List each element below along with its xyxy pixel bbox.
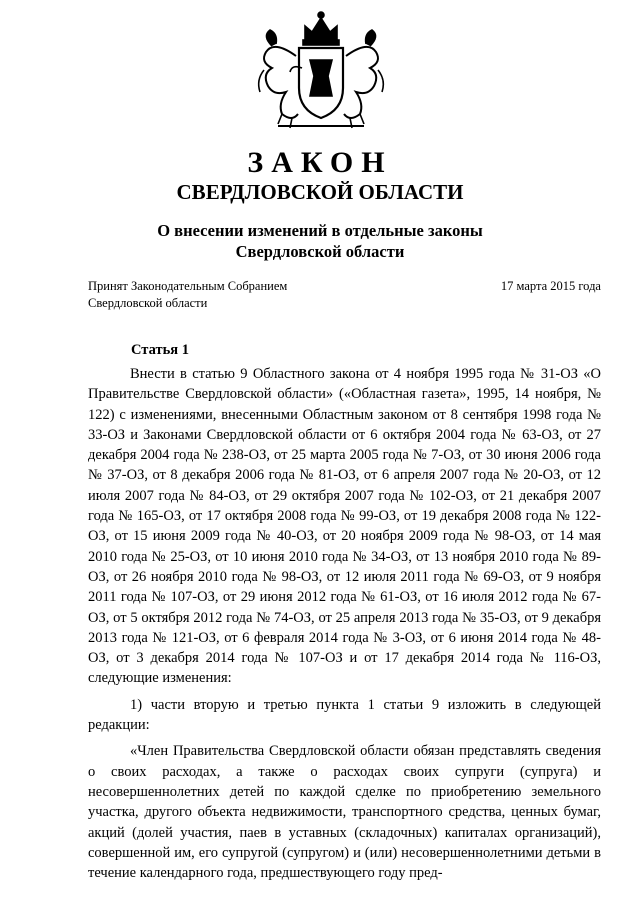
law-word-title: ЗАКОН bbox=[247, 146, 393, 179]
coat-of-arms-icon bbox=[252, 10, 390, 132]
region-title: СВЕРДЛОВСКОЙ ОБЛАСТИ bbox=[176, 180, 464, 204]
article-body bbox=[88, 364, 601, 889]
adoption-line-2: Свердловской области bbox=[88, 296, 208, 310]
subject-line-2: Свердловской области bbox=[235, 242, 405, 261]
adoption-body bbox=[88, 278, 287, 312]
adoption-line-1: Принят Законодательным Собранием bbox=[88, 279, 288, 293]
subject-line-1: О внесении изменений в отдельные законы bbox=[157, 221, 483, 240]
adoption-date: 17 марта 2015 года bbox=[500, 279, 601, 293]
article-title: Статья 1 bbox=[131, 342, 189, 358]
paragraph-amendments: Внести в статью 9 Областного закона от 4 ноября 1995 года № 31-ОЗ «О Правительстве Свердловской области» («Областная газета», 1995, 14 ноября, № 122) с изменениями, внесенными Областным законом от 8 сентября 1998 года № 33-ОЗ и Законами Свердловской области от 6 октября 2004 года № 63-ОЗ, от 27 декабря 2004 года № 238-ОЗ, от 25 марта 2005 года № 7-ОЗ, от 30 июня 2006 года № 37-ОЗ, от 8 декабря 2006 года № 81-ОЗ, от 6 апреля 2007 года № 20-ОЗ, от 12 июля 2007 года № 84-ОЗ, от 29 октября 2007 года № 102-ОЗ, от 21 декабря 2007 года № 165-ОЗ, от 17 октября 2008 года № 99-ОЗ, от 19 декабря 2008 года № 122-ОЗ, от 15 июня 2009 года № 40-ОЗ, от 20 ноября 2009 года № 98-ОЗ, от 14 мая 2010 года № 25-ОЗ, от 10 июня 2010 года № 34-ОЗ, от 13 ноября 2010 года № 89-ОЗ, от 26 ноября 2010 года № 98-ОЗ, от 12 июля 2011 года № 69-ОЗ, от 9 ноября 2011 года № 107-ОЗ, от 29 июня 2012 года № 61-ОЗ, от 16 июля 2012 года № 67-ОЗ, от 5 октября 2012 года № 74-ОЗ, от 25 апреля 2013 года № 35-ОЗ, от 9 декабря 2013 года № 121-ОЗ, от 6 февраля 2014 года № 3-ОЗ, от 6 июня 2014 года № 48-ОЗ, от 3 декабря 2014 года № 107-ОЗ и от 17 декабря 2014 года № 116-ОЗ, следующие изменения: bbox=[88, 366, 601, 687]
paragraph-item-1: 1) части вторую и третью пункта 1 статьи 9 изложить в следующей редакции: bbox=[88, 696, 601, 734]
paragraph-quote: «Член Правительства Свердловской области обязан представлять сведения о своих расходах, а также о расходах своих супруги (супруга) и несовершеннолетних детей по каждой сделке по приобретению земельного участка, другого объекта недвижимости, транспортного средства, ценных бумаг, акций (долей участия, паев в уставных (складочных) капиталах организаций), совершенной им, его супругой (супругом) и (или) несовершеннолетними детьми в течение календарного года, предшествующего году пред- bbox=[88, 743, 601, 882]
law-subject bbox=[0, 220, 640, 262]
